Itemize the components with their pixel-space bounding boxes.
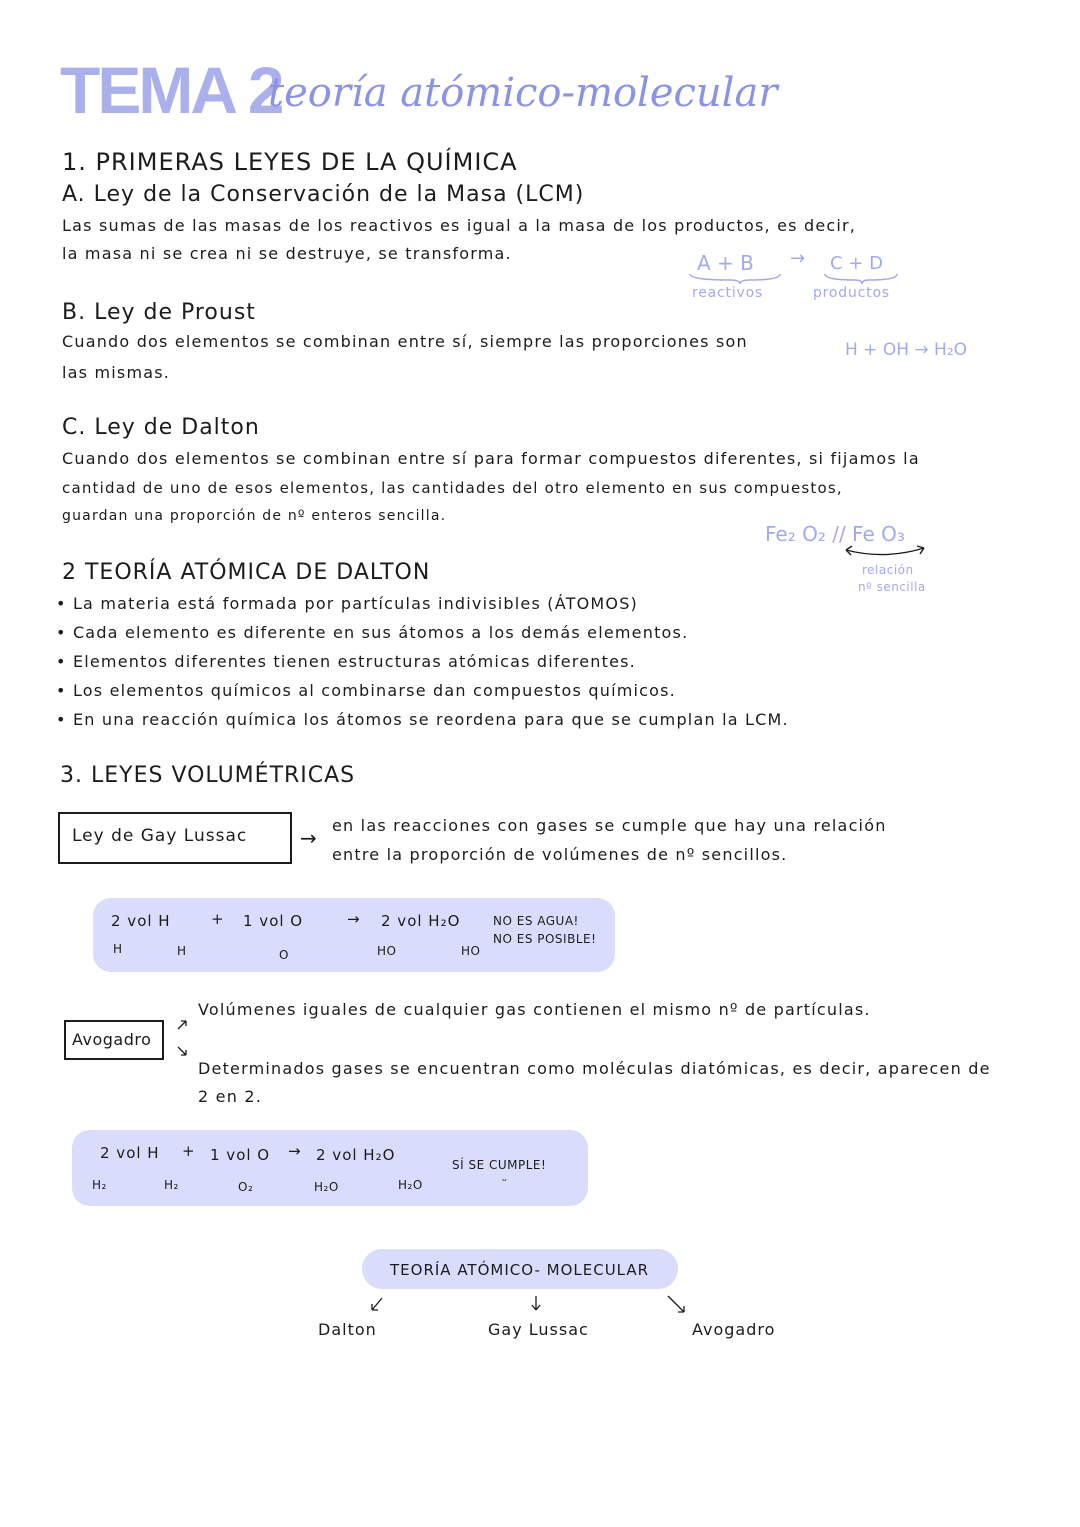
summary-title: TEORÍA ATÓMICO- MOLECULAR — [390, 1261, 650, 1279]
bullet-text: En una reacción química los átomos se reordena para que se cumplan la LCM. — [72, 710, 789, 729]
gay-lussac-label: Ley de Gay Lussac — [72, 826, 248, 846]
law-c-text-line3: guardan una proporción de nº enteros sencilla. — [62, 508, 447, 524]
products-formula: C + D — [830, 253, 883, 274]
gay-lussac-text-line1: en las reacciones con gases se cumple que hay una relación — [332, 816, 887, 835]
ex1-sub3b: HO — [461, 944, 481, 958]
example-2-panel — [72, 1130, 588, 1206]
list-item: • En una reacción química los átomos se reordena para que se cumplan la LCM. — [56, 710, 789, 729]
law-b-example: H + OH → H₂O — [845, 340, 968, 360]
law-c-text-line1: Cuando dos elementos se combinan entre sí para formar compuestos diferentes, si fijamos la — [62, 449, 920, 468]
ex2-term3: 2 vol H₂O — [316, 1146, 396, 1164]
ex1-sub1b: H — [177, 944, 187, 958]
relation-note-line1: relación — [862, 563, 914, 577]
ex1-term3: 2 vol H₂O — [381, 912, 461, 930]
bullet-text: Los elementos químicos al combinarse dan compuestos químicos. — [72, 681, 676, 700]
ex1-sub1a: H — [113, 942, 123, 956]
ex1-term1: 2 vol H — [111, 912, 171, 930]
section-2-heading: 2 TEORÍA ATÓMICA DE DALTON — [62, 560, 431, 585]
relation-note-line2: nº sencilla — [858, 580, 926, 594]
law-b-text-line1: Cuando dos elementos se combinan entre sí, siempre las proporciones son — [62, 332, 748, 351]
list-item: • La materia está formada por partículas indivisibles (ÁTOMOS) — [56, 594, 638, 613]
ex2-sub3a: H₂O — [314, 1180, 339, 1194]
ex2-term1: 2 vol H — [100, 1144, 160, 1162]
example-1-panel — [93, 898, 615, 972]
bullet-text: Cada elemento es diferente en sus átomos a los demás elementos. — [72, 623, 689, 642]
bullet-text: La materia está formada por partículas indivisibles (ÁTOMOS) — [72, 594, 638, 613]
smile-icon: ᵕ — [502, 1174, 508, 1188]
avogadro-text-line3: 2 en 2. — [198, 1087, 263, 1106]
products-label: productos — [813, 285, 890, 301]
summary-pill — [362, 1249, 678, 1289]
ex1-note-line1: NO ES AGUA! — [493, 914, 579, 928]
law-c-example: Fe₂ O₂ // Fe O₃ — [765, 522, 905, 546]
reactants-label: reactivos — [692, 285, 764, 301]
ex2-arrow: → — [288, 1142, 302, 1160]
ex2-sub3b: H₂O — [398, 1178, 423, 1192]
ex2-sub1a: H₂ — [92, 1178, 107, 1192]
law-b-text-line2: las mismas. — [62, 363, 171, 382]
avogadro-text-line1: Volúmenes iguales de cualquier gas contienen el mismo nº de partículas. — [198, 1000, 871, 1019]
ex1-term2: 1 vol O — [243, 912, 304, 930]
law-c-title: C. Ley de Dalton — [62, 415, 260, 440]
ex1-sub3a: HO — [377, 944, 397, 958]
relation-arrow — [840, 542, 930, 560]
branch-arrows-icon — [174, 1015, 192, 1061]
law-a-text-line1: Las sumas de las masas de los reactivos es igual a la masa de los productos, es decir, — [62, 216, 857, 235]
avogadro-text-line2: Determinados gases se encuentran como moléculas diatómicas, es decir, aparecen de — [198, 1059, 991, 1078]
ex1-sub2: O — [279, 948, 289, 962]
ex2-sub2: O₂ — [238, 1180, 254, 1194]
summary-arrows-icon — [360, 1292, 700, 1318]
page-subtitle: teoría atómico-molecular — [268, 70, 778, 116]
ex2-sub1b: H₂ — [164, 1178, 179, 1192]
brace-decoration — [685, 272, 905, 286]
law-b-title: B. Ley de Proust — [62, 300, 256, 325]
summary-branch-dalton: Dalton — [318, 1320, 377, 1339]
ex2-term2: 1 vol O — [210, 1146, 271, 1164]
ex2-plus: + — [182, 1142, 196, 1160]
law-c-text-line2: cantidad de uno de esos elementos, las cantidades del otro elemento en sus compuestos, — [62, 479, 843, 497]
list-item: • Elementos diferentes tienen estructuras atómicas diferentes. — [56, 652, 636, 671]
summary-branch-avogadro: Avogadro — [692, 1320, 776, 1339]
ex1-arrow: → — [347, 910, 361, 928]
arrow-icon: → — [300, 826, 317, 850]
law-a-title: A. Ley de la Conservación de la Masa (LCM) — [62, 182, 585, 207]
gay-lussac-box — [58, 812, 292, 864]
gay-lussac-text-line2: entre la proporción de volúmenes de nº sencillos. — [332, 845, 788, 864]
page-title: TEMA 2 — [60, 53, 282, 127]
section-1-heading: 1. PRIMERAS LEYES DE LA QUÍMICA — [62, 148, 518, 176]
ex1-plus: + — [211, 910, 225, 928]
ex1-note-line2: NO ES POSIBLE! — [493, 932, 597, 946]
list-item: • Cada elemento es diferente en sus átomos a los demás elementos. — [56, 623, 689, 642]
section-3-heading: 3. LEYES VOLUMÉTRICAS — [60, 763, 356, 788]
law-a-text-line2: la masa ni se crea ni se destruye, se transforma. — [62, 244, 512, 263]
ex2-note: SÍ SE CUMPLE! — [452, 1158, 547, 1172]
summary-branch-gay-lussac: Gay Lussac — [488, 1320, 589, 1339]
reactants-formula: A + B — [697, 251, 754, 275]
list-item: • Los elementos químicos al combinarse dan compuestos químicos. — [56, 681, 676, 700]
avogadro-label: Avogadro — [72, 1030, 152, 1049]
bullet-text: Elementos diferentes tienen estructuras atómicas diferentes. — [72, 652, 636, 671]
reaction-arrow: → — [790, 248, 806, 269]
avogadro-box — [64, 1020, 164, 1060]
